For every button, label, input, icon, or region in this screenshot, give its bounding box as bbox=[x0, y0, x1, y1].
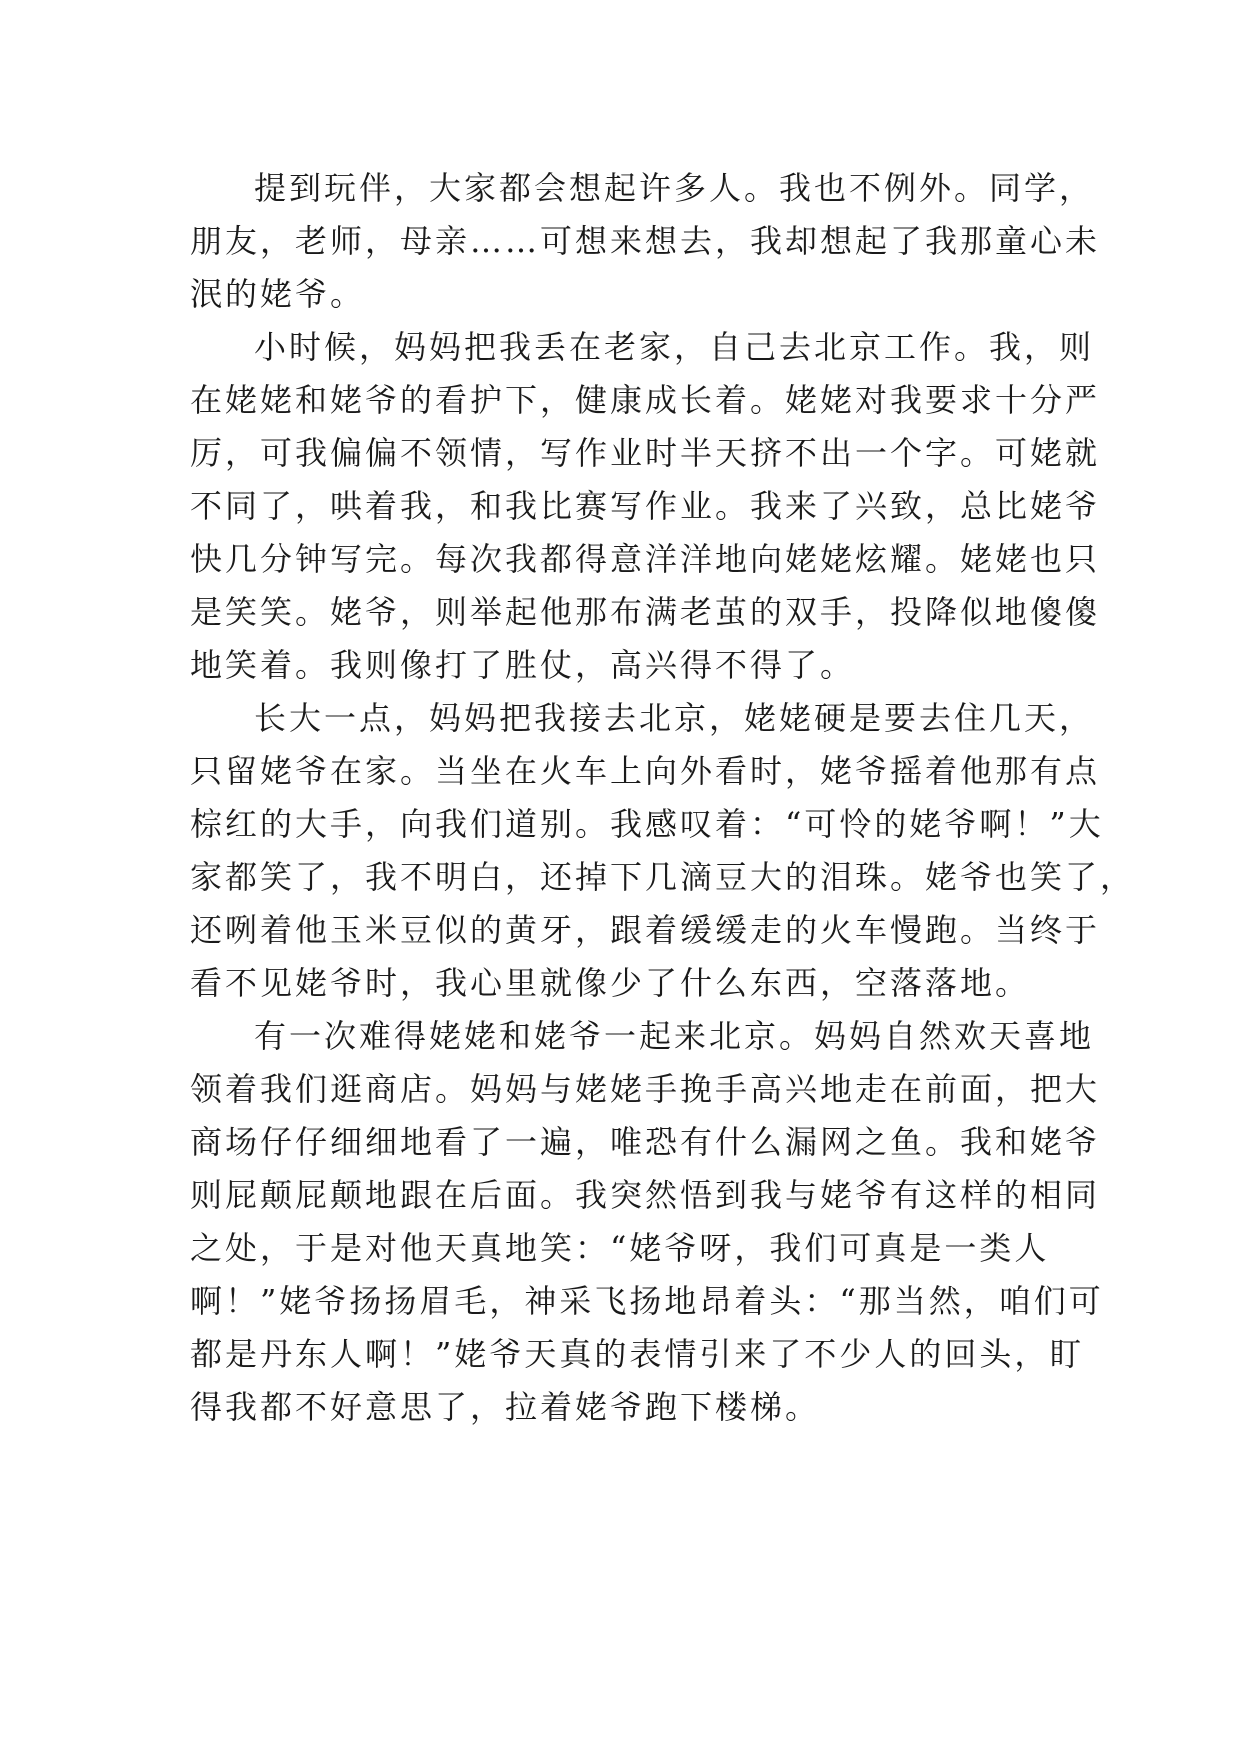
paragraph-line: 棕红的大手，向我们道别。我感叹着：“可怜的姥爷啊！”大 bbox=[190, 805, 1104, 843]
paragraph-line: 只留姥爷在家。当坐在火车上向外看时，姥爷摇着他那有点 bbox=[190, 752, 1101, 790]
paragraph-line: 之处，于是对他天真地笑：“姥爷呀，我们可真是一类人 bbox=[190, 1229, 1050, 1267]
paragraph-line: 在姥姥和姥爷的看护下，健康成长着。姥姥对我要求十分严 bbox=[190, 381, 1101, 419]
paragraph-line: 是笑笑。姥爷，则举起他那布满老茧的双手，投降似地傻傻 bbox=[190, 593, 1101, 631]
paragraph-line: 提到玩伴，大家都会想起许多人。我也不例外。同学， bbox=[254, 169, 1095, 207]
paragraph-line: 看不见姥爷时，我心里就像少了什么东西，空落落地。 bbox=[190, 964, 1031, 1002]
paragraph-line: 有一次难得姥姥和姥爷一起来北京。妈妈自然欢天喜地 bbox=[254, 1017, 1095, 1055]
paragraph-line: 小时候，妈妈把我丢在老家，自己去北京工作。我，则 bbox=[254, 328, 1095, 366]
paragraph-line: 商场仔仔细细地看了一遍，唯恐有什么漏网之鱼。我和姥爷 bbox=[190, 1123, 1101, 1161]
paragraph-line: 啊！”姥爷扬扬眉毛，神采飞扬地昂着头：“那当然，咱们可 bbox=[190, 1282, 1104, 1320]
paragraph-line: 长大一点，妈妈把我接去北京，姥姥硬是要去住几天， bbox=[254, 699, 1095, 737]
paragraph-line: 家都笑了，我不明白，还掉下几滴豆大的泪珠。姥爷也笑了， bbox=[190, 858, 1136, 896]
paragraph-4 bbox=[190, 1010, 1104, 1434]
paragraph-line: 快几分钟写完。每次我都得意洋洋地向姥姥炫耀。姥姥也只 bbox=[190, 540, 1101, 578]
paragraph-line: 泯的姥爷。 bbox=[190, 275, 366, 313]
paragraph-line: 朋友，老师，母亲……可想来想去，我却想起了我那童心未 bbox=[190, 222, 1101, 260]
paragraph-line: 都是丹东人啊！”姥爷天真的表情引来了不少人的回头，盯 bbox=[190, 1335, 1085, 1373]
paragraph-3 bbox=[190, 692, 1136, 1010]
paragraph-line: 还咧着他玉米豆似的黄牙，跟着缓缓走的火车慢跑。当终于 bbox=[190, 911, 1101, 949]
paragraph-line: 地笑着。我则像打了胜仗，高兴得不得了。 bbox=[190, 646, 856, 684]
essay-body bbox=[190, 162, 1136, 1434]
paragraph-2 bbox=[190, 321, 1101, 692]
paragraph-line: 得我都不好意思了，拉着姥爷跑下楼梯。 bbox=[190, 1388, 821, 1426]
paragraph-line: 领着我们逛商店。妈妈与姥姥手挽手高兴地走在前面，把大 bbox=[190, 1070, 1101, 1108]
paragraph-line: 不同了，哄着我，和我比赛写作业。我来了兴致，总比姥爷 bbox=[190, 487, 1101, 525]
paragraph-line: 则屁颠屁颠地跟在后面。我突然悟到我与姥爷有这样的相同 bbox=[190, 1176, 1101, 1214]
paragraph-line: 厉，可我偏偏不领情，写作业时半天挤不出一个字。可姥就 bbox=[190, 434, 1101, 472]
paragraph-1 bbox=[190, 162, 1101, 321]
